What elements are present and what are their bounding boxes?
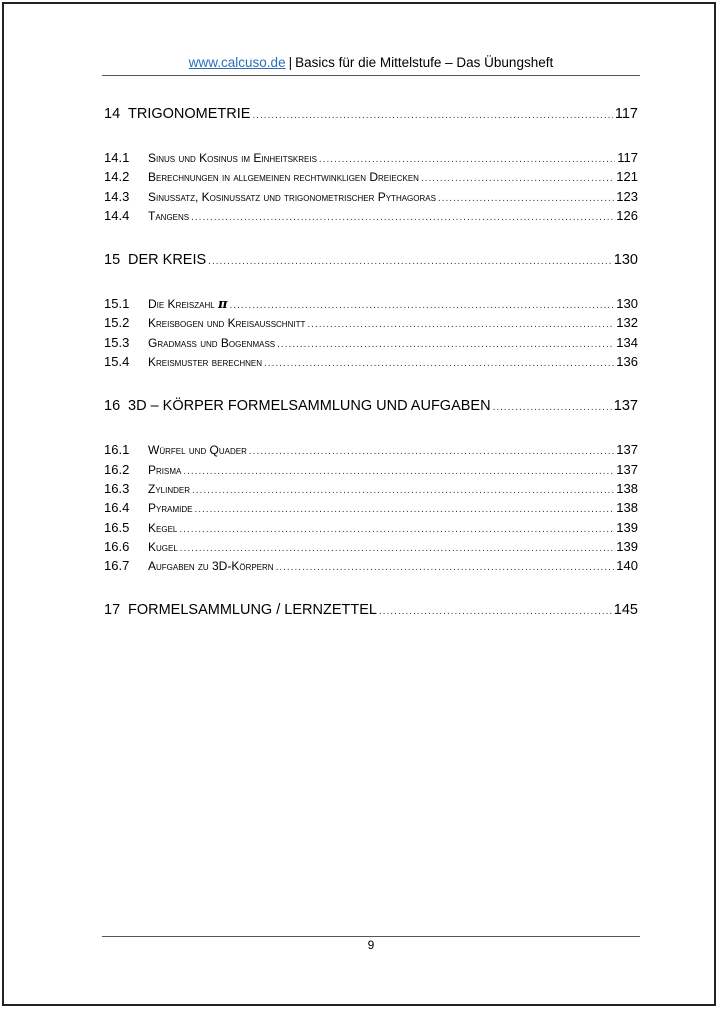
section-title-text: Die Kreiszahl bbox=[148, 297, 215, 312]
toc-section-15-3[interactable] bbox=[104, 333, 638, 352]
section-title: Kreisbogen und Kreisausschnitt bbox=[148, 316, 306, 331]
page-number: 137 bbox=[616, 461, 638, 477]
dot-leader bbox=[276, 558, 615, 577]
dot-leader bbox=[194, 500, 614, 519]
chapter-title: FORMELSAMMLUNG / LERNZETTEL bbox=[128, 602, 377, 619]
section-number: 16.6 bbox=[104, 538, 130, 554]
section-number: 15.2 bbox=[104, 315, 130, 331]
chapter-title: 3D – KÖRPER FORMELSAMMLUNG UND AUFGABEN bbox=[128, 398, 491, 415]
page-number: 132 bbox=[616, 315, 638, 331]
spacer bbox=[104, 270, 638, 294]
section-number: 16.1 bbox=[104, 442, 130, 458]
table-of-contents bbox=[104, 104, 638, 620]
page-number: 121 bbox=[616, 169, 638, 185]
dot-leader bbox=[277, 335, 614, 354]
page-number: 134 bbox=[616, 334, 638, 350]
section-number: 16.7 bbox=[104, 558, 130, 574]
chapter-number: 15 bbox=[104, 252, 121, 269]
header-separator: | bbox=[288, 55, 293, 70]
section-number: 15.3 bbox=[104, 334, 130, 350]
toc-section-14-3[interactable] bbox=[104, 187, 638, 206]
toc-section-16-1[interactable] bbox=[104, 440, 638, 459]
page-header bbox=[102, 54, 640, 72]
toc-chapter-15[interactable] bbox=[104, 250, 638, 270]
section-number: 16.4 bbox=[104, 500, 130, 516]
section-title: Kegel bbox=[148, 520, 178, 535]
page-number: 145 bbox=[613, 602, 638, 619]
toc-section-14-4[interactable] bbox=[104, 206, 638, 225]
spacer bbox=[104, 416, 638, 440]
section-title: Gradmaß und Bogenmaß bbox=[148, 335, 276, 350]
section-title: Sinussatz, Kosinussatz und trigonometrischer Pythagoras bbox=[148, 189, 436, 204]
header-rule bbox=[102, 75, 640, 76]
dot-leader bbox=[179, 520, 614, 539]
toc-section-16-6[interactable] bbox=[104, 537, 638, 556]
chapter-number: 17 bbox=[104, 602, 121, 619]
dot-leader bbox=[307, 315, 614, 334]
toc-section-16-2[interactable] bbox=[104, 460, 638, 479]
section-title: Tangens bbox=[148, 208, 190, 223]
page-number: 130 bbox=[613, 252, 638, 269]
spacer bbox=[104, 371, 638, 396]
spacer bbox=[104, 124, 638, 148]
section-title: Pyramide bbox=[148, 501, 193, 516]
page-number: 140 bbox=[616, 558, 638, 574]
section-title: Aufgaben zu 3D-Körpern bbox=[148, 559, 274, 574]
toc-section-15-2[interactable] bbox=[104, 313, 638, 332]
pi-symbol: π bbox=[218, 297, 228, 313]
toc-chapter-17[interactable] bbox=[104, 600, 638, 620]
chapter-title: TRIGONOMETRIE bbox=[128, 106, 251, 122]
footer-page-number: 9 bbox=[367, 938, 375, 952]
dot-leader bbox=[249, 442, 614, 461]
section-number: 14.4 bbox=[104, 207, 130, 223]
spacer bbox=[104, 575, 638, 600]
page-number: 117 bbox=[614, 106, 638, 122]
section-number: 14.1 bbox=[104, 150, 130, 165]
toc-section-15-1[interactable] bbox=[104, 294, 638, 313]
page-number: 123 bbox=[616, 188, 638, 204]
section-number: 14.3 bbox=[104, 188, 130, 204]
toc-section-14-1[interactable] bbox=[104, 148, 638, 167]
page-number: 126 bbox=[616, 207, 638, 223]
page-number: 137 bbox=[616, 442, 638, 458]
website-link[interactable]: www.calcuso.de bbox=[188, 55, 286, 70]
toc-chapter-16[interactable] bbox=[104, 396, 638, 416]
dot-leader bbox=[180, 539, 615, 558]
dot-leader bbox=[183, 462, 614, 481]
dot-leader bbox=[230, 296, 615, 315]
toc-section-16-7[interactable] bbox=[104, 556, 638, 575]
chapter-number: 14 bbox=[104, 106, 121, 122]
page-number: 138 bbox=[616, 480, 638, 496]
dot-leader bbox=[493, 398, 612, 418]
section-title: Zylinder bbox=[148, 481, 191, 496]
section-number: 16.2 bbox=[104, 461, 130, 477]
toc-section-14-2[interactable] bbox=[104, 167, 638, 186]
header-subtitle: Basics für die Mittelstufe – Das Übungsheft bbox=[295, 55, 554, 70]
section-title: Berechnungen in allgemeinen rechtwinkligen Dreiecken bbox=[148, 170, 419, 185]
section-title: Kugel bbox=[148, 539, 178, 554]
section-number: 16.5 bbox=[104, 519, 130, 535]
section-title: Würfel und Quader bbox=[148, 443, 247, 458]
dot-leader bbox=[264, 354, 614, 373]
toc-section-16-3[interactable] bbox=[104, 479, 638, 498]
dot-leader bbox=[319, 150, 615, 169]
page-number: 139 bbox=[616, 538, 638, 554]
section-title: Prisma bbox=[148, 462, 182, 477]
section-number: 15.4 bbox=[104, 354, 130, 370]
page-number: 130 bbox=[616, 296, 638, 312]
section-title: Kreismuster berechnen bbox=[148, 355, 263, 370]
dot-leader bbox=[208, 252, 612, 272]
section-number: 14.2 bbox=[104, 169, 130, 185]
page-number: 117 bbox=[617, 150, 638, 165]
dot-leader bbox=[438, 189, 614, 208]
toc-section-16-4[interactable] bbox=[104, 498, 638, 517]
dot-leader bbox=[252, 106, 612, 126]
section-number: 16.3 bbox=[104, 480, 130, 496]
section-title bbox=[148, 295, 228, 314]
spacer bbox=[104, 225, 638, 250]
dot-leader bbox=[191, 208, 614, 227]
page-number: 137 bbox=[613, 398, 638, 415]
dot-leader bbox=[192, 481, 614, 500]
section-title: Sinus und Kosinus im Einheitskreis bbox=[148, 151, 317, 165]
page-number: 138 bbox=[616, 500, 638, 516]
toc-section-16-5[interactable] bbox=[104, 518, 638, 537]
dot-leader bbox=[379, 602, 612, 622]
dot-leader bbox=[421, 169, 614, 188]
chapter-title: DER KREIS bbox=[128, 252, 207, 269]
section-number: 15.1 bbox=[104, 296, 130, 312]
toc-section-15-4[interactable] bbox=[104, 352, 638, 371]
page-number: 136 bbox=[616, 354, 638, 370]
chapter-number: 16 bbox=[104, 398, 121, 415]
page-number: 139 bbox=[616, 519, 638, 535]
toc-chapter-14[interactable] bbox=[104, 104, 638, 124]
